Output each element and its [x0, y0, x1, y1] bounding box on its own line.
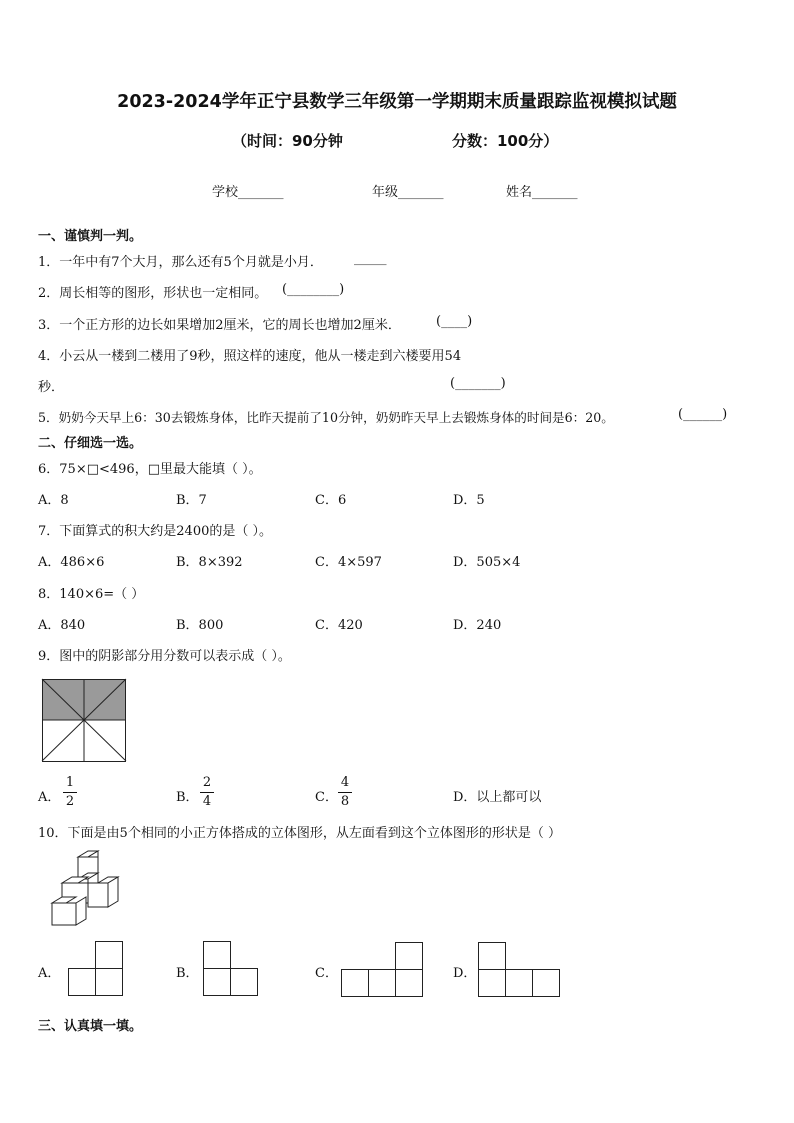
- q6-option-d[interactable]: D．5: [453, 493, 485, 508]
- q10-option-a[interactable]: A．: [38, 966, 61, 981]
- answer-blank-5[interactable]: (______): [678, 407, 728, 422]
- q8-option-d[interactable]: D．240: [453, 618, 502, 633]
- q7-option-b[interactable]: B．8×392: [176, 555, 243, 570]
- q7-option-d[interactable]: D．505×4: [453, 555, 521, 570]
- denominator: 2: [65, 794, 75, 809]
- denominator: 8: [340, 794, 350, 809]
- q9-shaded-rectangle-figure: [42, 679, 128, 763]
- numerator: 4: [340, 775, 350, 790]
- denominator: 4: [202, 794, 212, 809]
- question-8: 8．140×6=（ ）: [38, 587, 145, 602]
- page-title: 2023-2024学年正宁县数学三年级第一学期期末质量跟踪监视模拟试题: [117, 92, 677, 112]
- question-10: 10．下面是由5个相同的小正方体搭成的立体图形，从左面看到这个立体图形的形状是（ ）: [38, 826, 561, 841]
- q7-option-c[interactable]: C．4×597: [315, 555, 382, 570]
- q10-option-c[interactable]: C．: [315, 966, 338, 981]
- question-9: 9．图中的阴影部分用分数可以表示成（ ）。: [38, 649, 291, 664]
- numerator: 2: [202, 775, 212, 790]
- q9-option-b[interactable]: B．: [176, 790, 199, 805]
- q10-option-d-shape: [478, 942, 562, 998]
- name-field: 姓名_______: [506, 185, 578, 200]
- q6-option-c[interactable]: C．6: [315, 493, 347, 508]
- question-3: 3．一个正方形的边长如果增加2厘米，它的周长也增加2厘米．: [38, 318, 401, 333]
- question-1: 1．一年中有7个大月，那么还有5个月就是小月．: [38, 255, 323, 270]
- section-1-heading: 一、谨慎判一判。: [38, 229, 143, 244]
- section-2-heading: 二、仔细选一选。: [38, 436, 143, 451]
- q10-option-c-shape: [341, 942, 425, 998]
- q8-option-a[interactable]: A．840: [38, 618, 86, 633]
- time-info: （时间：90分钟: [232, 132, 343, 150]
- q10-cube-stack-figure: [50, 851, 126, 927]
- q6-option-b[interactable]: B．7: [176, 493, 207, 508]
- q9-option-c[interactable]: C．: [315, 790, 338, 805]
- q8-option-b[interactable]: B．800: [176, 618, 224, 633]
- q10-option-a-shape: [68, 941, 124, 997]
- q8-option-c[interactable]: C．420: [315, 618, 363, 633]
- question-4: 4．小云从一楼到二楼用了9秒，照这样的速度，他从一楼走到六楼要用54: [38, 349, 462, 364]
- q9-option-a[interactable]: A．: [38, 790, 61, 805]
- q10-option-b-shape: [203, 941, 259, 997]
- numerator: 1: [65, 775, 75, 790]
- school-field: 学校_______: [212, 185, 284, 200]
- answer-blank-1[interactable]: _____: [354, 251, 387, 266]
- question-5: 5．奶奶今天早上6：30去锻炼身体，比昨天提前了10分钟，奶奶昨天早上去锻炼身体的时间是6：20。: [38, 410, 614, 425]
- answer-blank-4[interactable]: (_______): [450, 376, 506, 391]
- q9-fraction-c: [338, 776, 352, 809]
- question-4-continued: 秒．: [38, 380, 65, 395]
- q9-fraction-b: [200, 776, 214, 809]
- question-6: 6．75×□<496，□里最大能填（ ）。: [38, 462, 262, 477]
- answer-blank-3[interactable]: (____): [436, 314, 473, 329]
- answer-blank-2[interactable]: (________): [282, 282, 345, 297]
- question-7: 7．下面算式的积大约是2400的是（ ）。: [38, 524, 272, 539]
- q10-option-b[interactable]: B．: [176, 966, 199, 981]
- section-3-heading: 三、认真填一填。: [38, 1019, 143, 1034]
- q10-option-d[interactable]: D．: [453, 966, 477, 981]
- q9-fraction-a: [63, 776, 77, 809]
- q6-option-a[interactable]: A．8: [38, 493, 69, 508]
- q9-option-d[interactable]: D．以上都可以: [453, 790, 542, 805]
- score-info: 分数：100分）: [452, 132, 559, 150]
- q7-option-a[interactable]: A．486×6: [38, 555, 105, 570]
- grade-field: 年级_______: [372, 185, 444, 200]
- question-2: 2．周长相等的图形，形状也一定相同。: [38, 286, 268, 301]
